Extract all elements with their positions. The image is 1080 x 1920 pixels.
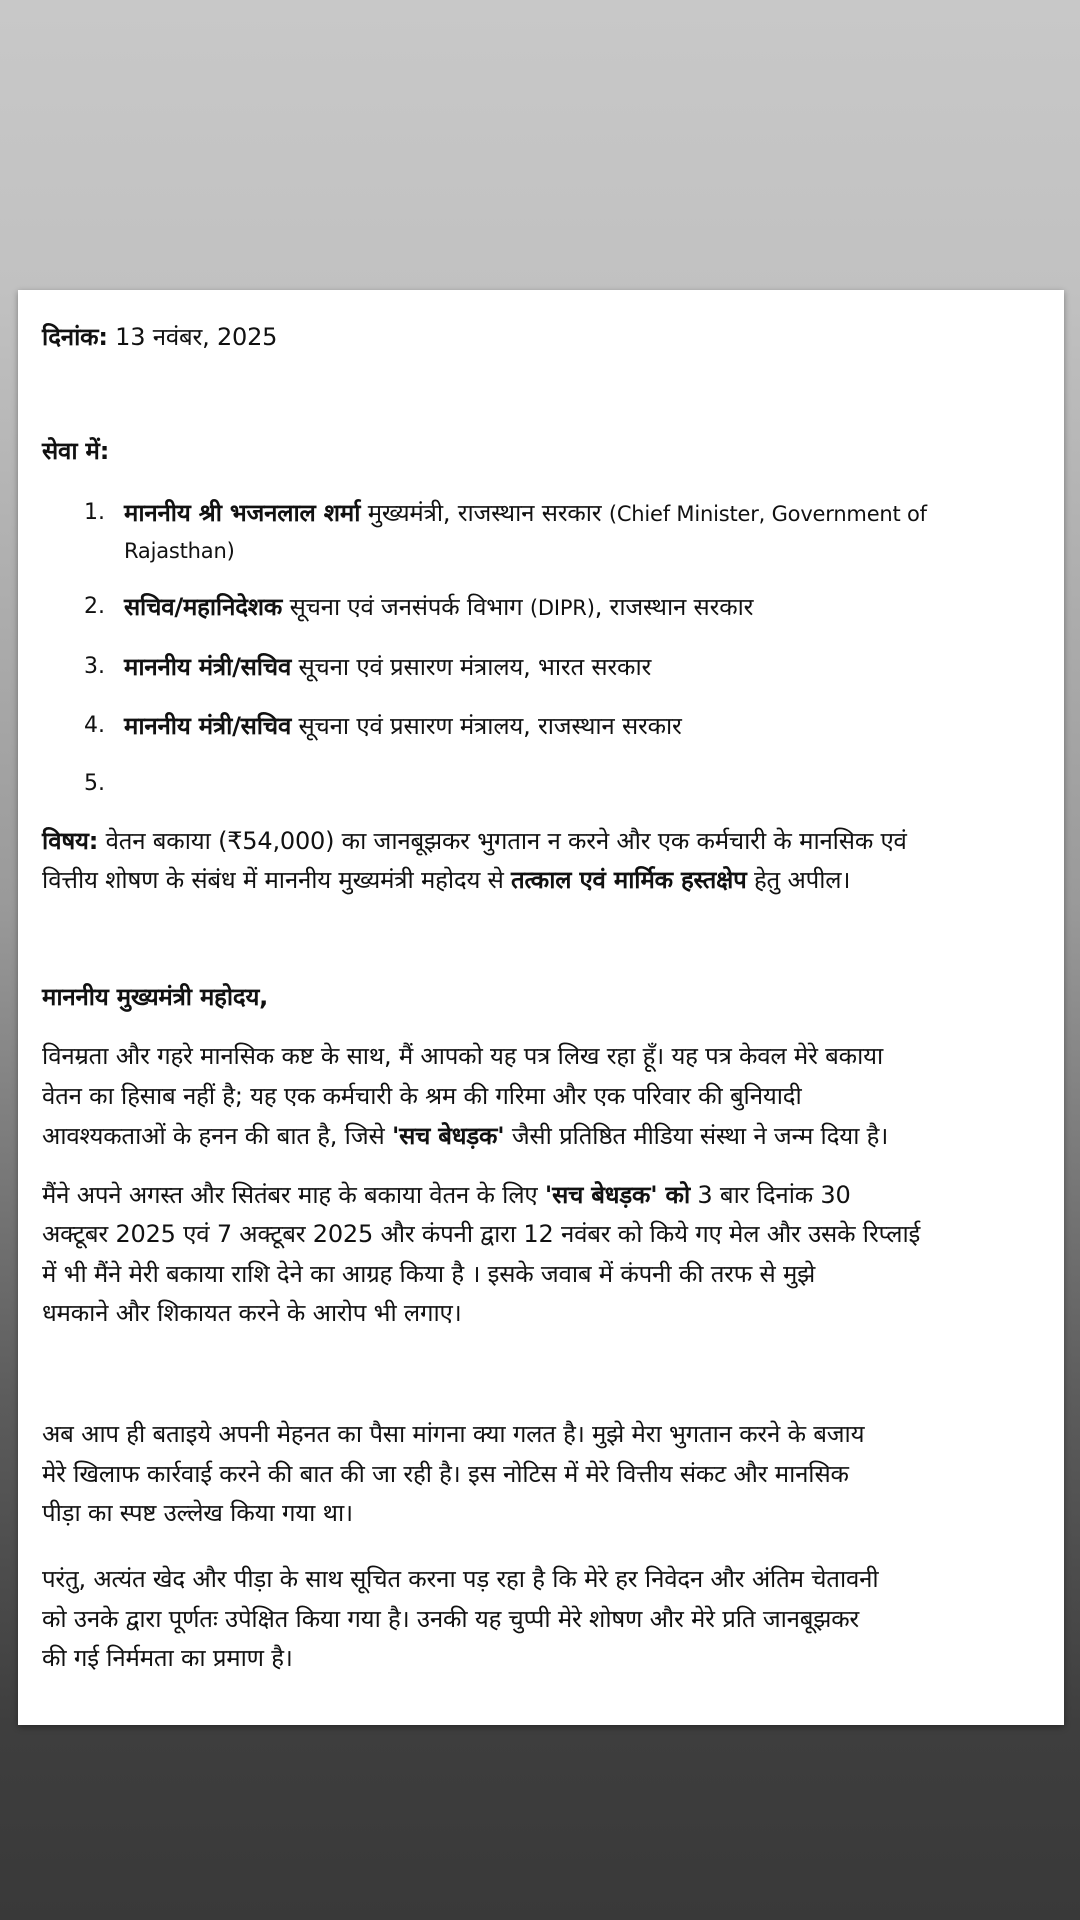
paragraph-line: अब आप ही बताइये अपनी मेहनत का पैसा मांगना क्या गलत है। मुझे मेरा भुगतान करने के बजाय bbox=[42, 1420, 865, 1448]
paragraph-line: धमकाने और शिकायत करने के आरोप भी लगाए। bbox=[42, 1299, 462, 1327]
recipient-name: माननीय मंत्री/सचिव bbox=[124, 653, 292, 681]
paragraph-line: को उनके द्वारा पूर्णतः उपेक्षित किया गया है। उनकी यह चुप्पी मेरे शोषण और मेरे प्रति जानबूझकर bbox=[42, 1605, 860, 1633]
paragraph-line: अक्टूबर 2025 एवं 7 अक्टूबर 2025 और कंपनी द्वारा 12 नवंबर को किये गए मेल और उसके रिप्लाई bbox=[42, 1220, 921, 1248]
date-value: 13 नवंबर, 2025 bbox=[107, 323, 278, 351]
paragraph-line: वेतन का हिसाब नहीं है; यह एक कर्मचारी के श्रम की गरिमा और एक परिवार की बुनियादी bbox=[42, 1082, 802, 1110]
paragraph-text: मैंने अपने अगस्त और सितंबर माह के बकाया वेतन के लिए bbox=[42, 1181, 545, 1209]
subject-line-1 bbox=[42, 826, 907, 856]
paragraph-text: आवश्यकताओं के हनन की बात है, जिसे bbox=[42, 1122, 392, 1150]
subject-label: विषय: bbox=[42, 827, 99, 855]
paragraph-line: में भी मैंने मेरी बकाया राशि देने का आग्रह किया है । इसके जवाब में कंपनी की तरफ से मुझे bbox=[42, 1260, 816, 1288]
paragraph-line bbox=[42, 1180, 851, 1210]
paragraph-line: परंतु, अत्यंत खेद और पीड़ा के साथ सूचित करना पड़ रहा है कि मेरे हर निवेदन और अंतिम चेतावनी bbox=[42, 1565, 879, 1593]
subject-text: वेतन बकाया (₹54,000) का जानबूझकर भुगतान न करने और एक कर्मचारी के मानसिक एवं bbox=[98, 827, 907, 855]
subject-line-2 bbox=[42, 865, 850, 895]
list-number: 4. bbox=[84, 713, 105, 738]
recipient-name: माननीय श्री भजनलाल शर्मा bbox=[124, 499, 361, 527]
recipient-title-after: , राजस्थान सरकार bbox=[594, 593, 754, 621]
salutation: माननीय मुख्यमंत्री महोदय, bbox=[42, 983, 269, 1011]
paragraph-line bbox=[42, 1121, 888, 1151]
recipient-title: मुख्यमंत्री, राजस्थान सरकार bbox=[360, 499, 609, 527]
paragraph-line: पीड़ा का स्पष्ट उल्लेख किया गया था। bbox=[42, 1499, 353, 1527]
paragraph-text: 3 बार दिनांक 30 bbox=[689, 1181, 851, 1209]
paragraph-text: जैसी प्रतिष्ठित मीडिया संस्था ने जन्म दिया है। bbox=[504, 1122, 889, 1150]
list-number: 1. bbox=[84, 500, 105, 525]
subject-text: हेतु अपील। bbox=[746, 866, 851, 894]
list-number: 3. bbox=[84, 654, 105, 679]
recipient-line bbox=[124, 711, 682, 741]
company-name: 'सच बेधड़क' bbox=[391, 1122, 505, 1150]
recipient-title: सूचना एवं प्रसारण मंत्रालय, राजस्थान सरकार bbox=[291, 712, 682, 740]
recipient-title: सूचना एवं जनसंपर्क विभाग bbox=[282, 593, 530, 621]
recipient-name: सचिव/महानिदेशक bbox=[124, 593, 283, 621]
to-label: सेवा में: bbox=[42, 437, 110, 465]
paragraph-line: मेरे खिलाफ कार्रवाई करने की बात की जा रही है। इस नोटिस में मेरे वित्तीय संकट और मानसिक bbox=[42, 1460, 849, 1488]
subject-emphasis: तत्काल एवं मार्मिक हस्तक्षेप bbox=[511, 866, 747, 894]
list-number: 5. bbox=[84, 771, 105, 796]
recipient-line bbox=[124, 592, 753, 623]
date-line bbox=[42, 322, 277, 352]
date-label: दिनांक: bbox=[42, 323, 108, 351]
recipient-line bbox=[124, 498, 927, 529]
recipient-english: (Chief Minister, Government of bbox=[608, 502, 927, 526]
company-name: 'सच बेधड़क' को bbox=[544, 1181, 690, 1209]
paragraph-line: विनम्रता और गहरे मानसिक कष्ट के साथ, मैं आपको यह पत्र लिख रहा हूँ। यह पत्र केवल मेरे बकाया bbox=[42, 1042, 884, 1070]
recipient-title: सूचना एवं प्रसारण मंत्रालय, भारत सरकार bbox=[291, 653, 652, 681]
subject-text: वित्तीय शोषण के संबंध में माननीय मुख्यमंत्री महोदय से bbox=[42, 866, 512, 894]
recipient-name: माननीय मंत्री/सचिव bbox=[124, 712, 292, 740]
letter-document bbox=[18, 290, 1064, 1725]
recipient-line bbox=[124, 652, 651, 682]
recipient-continuation: Rajasthan) bbox=[124, 539, 235, 563]
list-number: 2. bbox=[84, 594, 105, 619]
recipient-english: (DIPR) bbox=[529, 596, 595, 620]
paragraph-line: की गई निर्ममता का प्रमाण है। bbox=[42, 1644, 293, 1672]
